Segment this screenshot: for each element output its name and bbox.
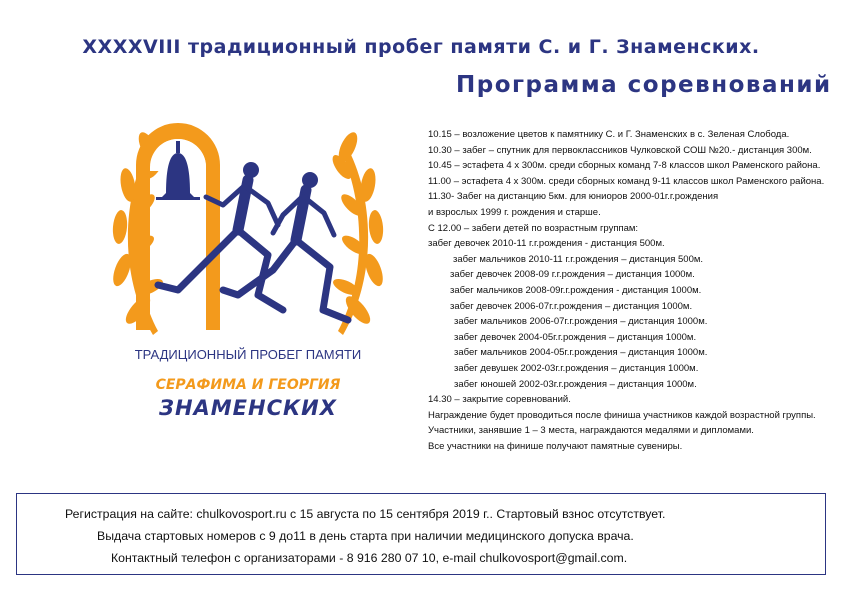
bell-arch-icon — [136, 123, 220, 330]
program-line: и взрослых 1999 г. рождения и старше. — [428, 206, 601, 218]
program-line: 10.45 – эстафета 4 х 300м. среди сборных команд 7-8 классов школ Раменского района. — [428, 160, 821, 172]
program-line: забег девочек 2006-07г.г.рождения – дистанция 1000м. — [450, 300, 693, 312]
bib-pickup-text: Выдача стартовых номеров с 9 до11 в день старта при наличии медицинского допуска врача. — [97, 529, 634, 543]
program-line: забег мальчиков 2006-07г.г.рождения – дистанция 1000м. — [454, 316, 708, 328]
program-line: 11.00 – эстафета 4 х 300м. среди сборных команд 9-11 классов школ Раменского района. — [428, 175, 825, 187]
logo-text-line1: ТРАДИЦИОННЫЙ ПРОБЕГ ПАМЯТИ — [134, 347, 362, 362]
registration-text: Регистрация на сайте: chulkovosport.ru с 15 августа по 15 сентября 2019 г.. Стартовый взнос отсутствует. — [65, 507, 666, 521]
program-line: забег мальчиков 2008-09г.г.рождения - дистанция 1000м. — [450, 284, 702, 296]
program-line: Участники, занявшие 1 – 3 места, награждаются медалями и дипломами. — [428, 425, 754, 437]
contact-text: Контактный телефон с организаторами - 8 916 280 07 10, e-mail chulkovosport@gmail.com. — [111, 551, 628, 565]
program-line: 11.30- Забег на дистанцию 5км. для юниоров 2000-01г.г.рождения — [428, 191, 719, 203]
program-line: 14.30 – закрытие соревнований. — [428, 394, 571, 406]
program-line: забег мальчиков 2010-11 г.г.рождения – дистанция 500м. — [453, 253, 704, 265]
program-line: забег девушек 2002-03г.г.рождения – дистанция 1000м. — [454, 362, 699, 374]
logo-text-line3: ЗНАМЕНСКИХ — [159, 396, 337, 420]
program-line: забег юношей 2002-03г.г.рождения – дистанция 1000м. — [454, 378, 697, 390]
program-line: забег девочек 2008-09 г.г.рождения – дистанция 1000м. — [450, 269, 695, 281]
program-line: С 12.00 – забеги детей по возрастным группам: — [428, 222, 639, 234]
program-line: забег мальчиков 2004-05г.г.рождения – дистанция 1000м. — [454, 347, 708, 359]
registration-box — [16, 493, 826, 575]
program-line: забег девочек 2010-11 г.г.рождения - дистанция 500м. — [428, 238, 665, 250]
program-line: забег девочек 2004-05г.г.рождения – дистанция 1000м. — [454, 331, 697, 343]
program-line: 10.15 – возложение цветов к памятнику С. и Г. Знаменских в с. Зеленая Слобода. — [428, 129, 790, 140]
logo-text-line2: СЕРАФИМА И ГЕОРГИЯ — [155, 377, 341, 393]
program-schedule — [428, 127, 828, 454]
event-logo — [98, 105, 398, 435]
program-line: 10.30 – забег – спутник для первоклассников Чулковской СОШ №20.- дистанция 300м. — [428, 144, 812, 156]
program-line: Все участники на финише получают памятные сувениры. — [428, 440, 683, 452]
program-heading: Программа соревнований — [456, 72, 832, 98]
event-title: XXXXVIII традиционный пробег памяти С. и Г. Знаменских. — [82, 36, 760, 58]
program-line: Награждение будет проводиться после финиша участников каждой возрастной группы. — [428, 409, 816, 421]
